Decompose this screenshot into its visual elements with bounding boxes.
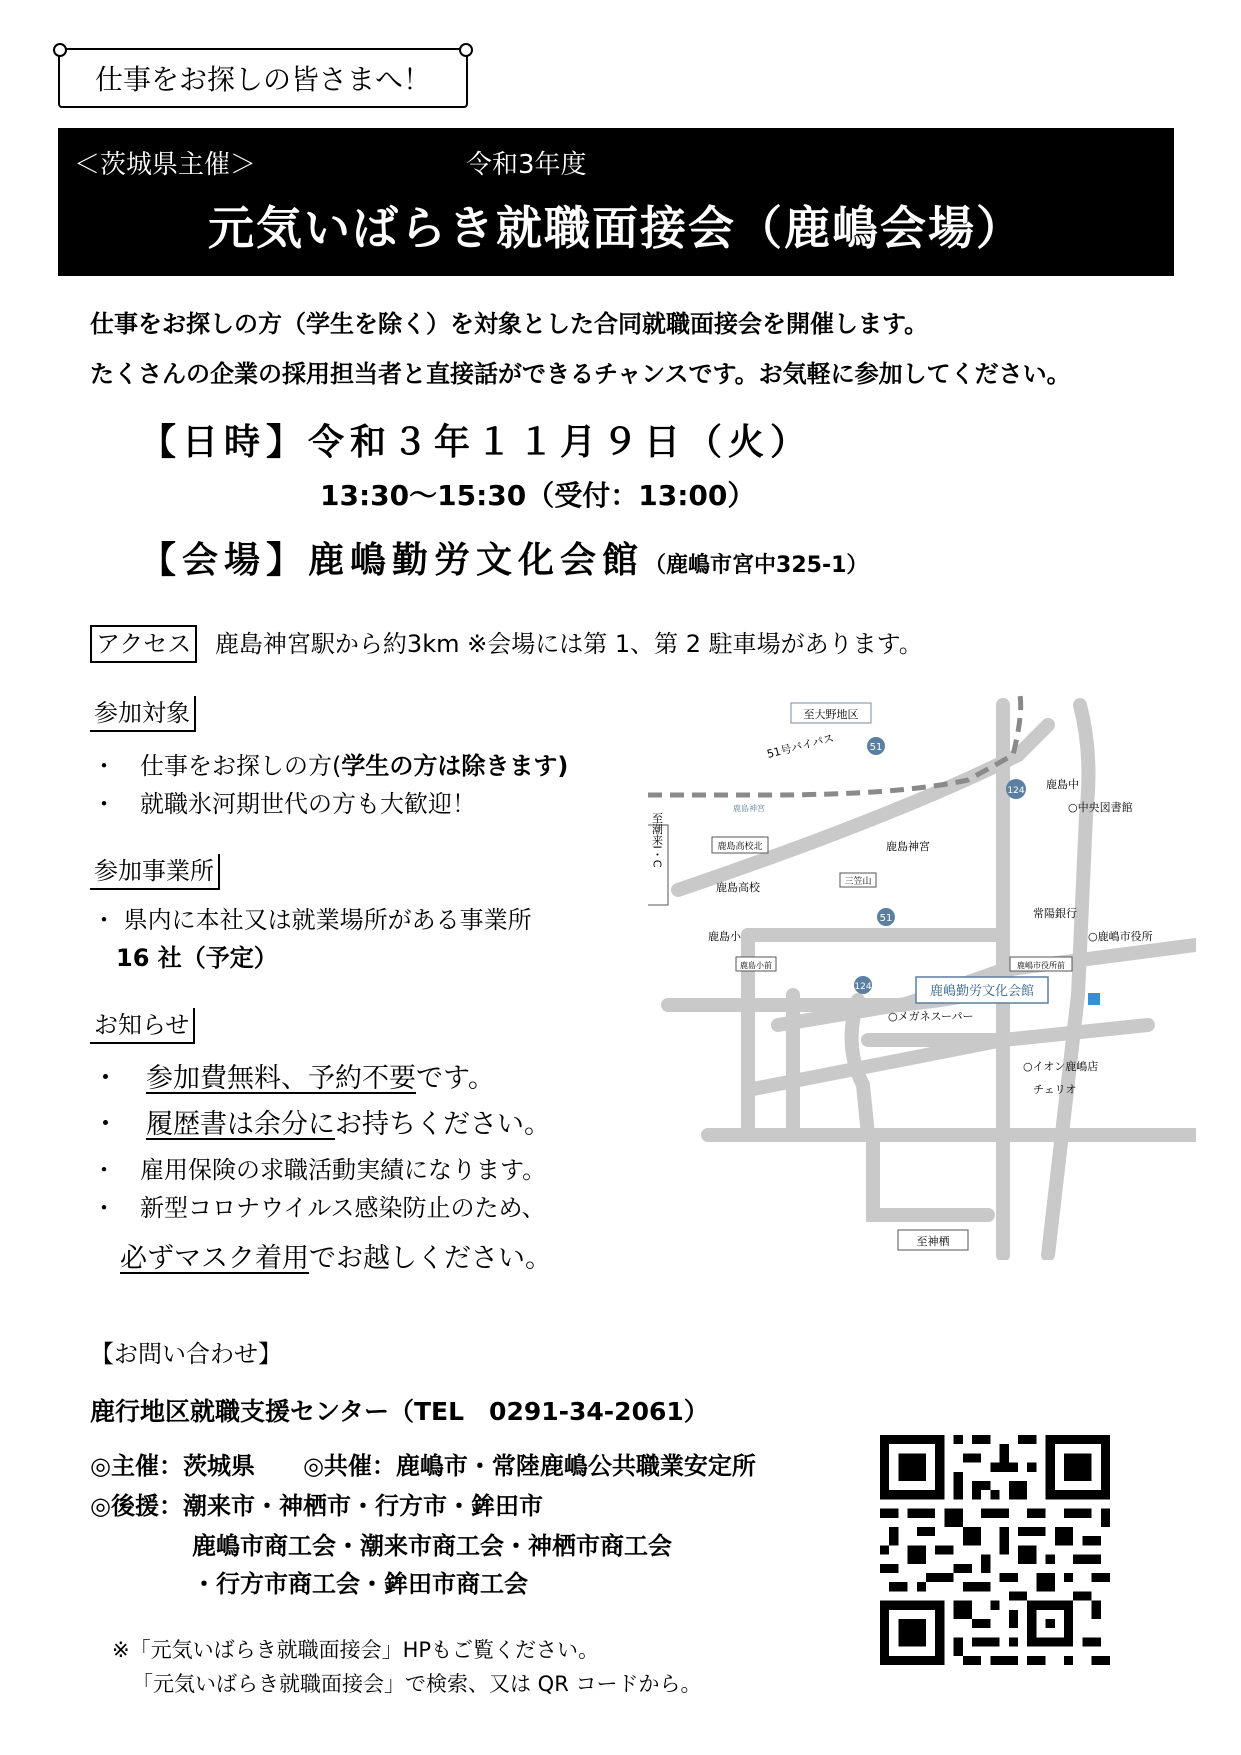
eligibility-item: ・ 仕事をお探しの方(学生の方は除きます) — [92, 752, 569, 780]
map-label-onoji: 至大野地区 — [803, 708, 859, 721]
map-label-shrine: 鹿島神宮 — [886, 840, 930, 853]
map-label-station: 鹿島神宮 — [733, 804, 765, 813]
venue-address: （鹿嶋市宮中325-1） — [644, 553, 869, 578]
notice-item: 必ずマスク着用でお越しください。 — [120, 1243, 552, 1274]
fiscal-year: 令和3年度 — [466, 150, 587, 180]
inquiry-center: 鹿行地区就職支援センター（TEL 0291-34-2061） — [90, 1397, 709, 1426]
notice-item: ・ 雇用保険の求職活動実績になります。 — [92, 1156, 547, 1184]
eligibility-section — [90, 696, 196, 732]
notice-item: ・ 履歴書は余分にお持ちください。 — [92, 1109, 551, 1140]
qr-code[interactable] — [880, 1435, 1110, 1665]
sponsor-main: ◎主催：茨城県 ◎共催：鹿嶋市・常陸鹿嶋公共職業安定所 — [90, 1452, 756, 1480]
map-label-es: 鹿島小 — [708, 930, 741, 943]
map-label-bypass: 51号バイパス — [765, 731, 836, 761]
eligibility-label: 参加対象 — [90, 696, 196, 732]
map-label-itako: 至潮来I・C — [650, 812, 664, 868]
access-label: アクセス — [90, 625, 197, 663]
companies-label: 参加事業所 — [90, 854, 220, 890]
footer-note-2: 「元気いばらき就職面接会」で検索、又は QR コードから。 — [132, 1672, 702, 1696]
sponsor-support-1: ◎後援：潮来市・神栖市・行方市・鉾田市 — [90, 1492, 543, 1520]
map-label-es-front: 鹿島小前 — [740, 961, 772, 970]
intro-line-2: たくさんの企業の採用担当者と直接話ができるチャンスです。お気軽に参加してください。 — [90, 360, 1071, 388]
map-label-kashima-jhs: 鹿島中 — [1046, 778, 1079, 791]
map-route-124b: 124 — [854, 982, 872, 992]
notice-item: ・ 新型コロナウイルス感染防止のため、 — [92, 1194, 546, 1222]
map-label-library: ○中央図書館 — [1068, 801, 1133, 814]
inquiry-label: 【お問い合わせ】 — [90, 1340, 282, 1368]
notice-section — [90, 1008, 195, 1044]
map-route-51: 51 — [869, 742, 883, 753]
sponsor-support-3: ・行方市商工会・鉾田市商工会 — [192, 1570, 528, 1598]
map-label-hs-north: 鹿島高校北 — [717, 842, 763, 852]
sponsor-support-2: 鹿嶋市商工会・潮来市商工会・神栖市商工会 — [192, 1532, 672, 1560]
companies-line-2: 16 社（予定） — [116, 944, 278, 972]
access-text: 鹿島神宮駅から約3km ※会場には第 1、第 2 駐車場があります。 — [214, 630, 923, 658]
time-range: 13:30～15:30（受付：13:00） — [320, 479, 756, 512]
access-map — [648, 695, 1196, 1260]
header — [58, 128, 1174, 276]
date-value: 令和３年１１月９日（火） — [308, 422, 813, 463]
organizer: ＜茨城県主催＞ — [74, 150, 257, 180]
date-row — [140, 414, 812, 465]
footer-note-1: ※「元気いばらき就職面接会」HPもご覧ください。 — [112, 1638, 600, 1662]
companies-section — [90, 854, 220, 890]
venue-marker — [1088, 993, 1100, 1005]
map-label-mikasayama: 三笠山 — [844, 877, 872, 887]
venue-label: 【会場】 — [140, 540, 309, 581]
map-label-hs: 鹿島高校 — [716, 881, 760, 894]
companies-line-1: ・ 県内に本社又は就業場所がある事業所 — [92, 906, 532, 934]
date-label: 【日時】 — [140, 422, 309, 463]
map-route-51b: 51 — [879, 913, 893, 924]
notice-item: ・ 参加費無料、予約不要です。 — [92, 1063, 495, 1094]
venue-name: 鹿嶋勤労文化会館 — [308, 540, 645, 581]
banner — [58, 48, 468, 108]
map-label-kamisu: 至神栖 — [916, 1235, 950, 1248]
map-label-megane: ○メガネスーパー — [888, 1010, 974, 1023]
map-label-bank: 常陽銀行 — [1033, 907, 1077, 920]
notice-label: お知らせ — [90, 1008, 195, 1044]
venue-row — [140, 532, 868, 583]
map-label-aeon: ○イオン鹿嶋店 — [1023, 1060, 1099, 1073]
intro-line-1: 仕事をお探しの方（学生を除く）を対象とした合同就職面接会を開催します。 — [90, 310, 929, 338]
map-label-city-hall-front: 鹿嶋市役所前 — [1017, 961, 1065, 970]
eligibility-item: ・ 就職氷河期世代の方も大歓迎！ — [92, 790, 476, 818]
page-title: 元気いばらき就職面接会（鹿嶋会場） — [208, 201, 1024, 255]
map-route-124: 124 — [1007, 786, 1025, 796]
banner-text: 仕事をお探しの皆さまへ！ — [94, 63, 431, 96]
access-row — [90, 624, 923, 663]
map-label-cherio: チェリオ — [1033, 1083, 1077, 1096]
map-label-city-hall: ○鹿嶋市役所 — [1088, 930, 1153, 943]
map-label-venue: 鹿嶋勤労文化会館 — [929, 984, 1035, 999]
